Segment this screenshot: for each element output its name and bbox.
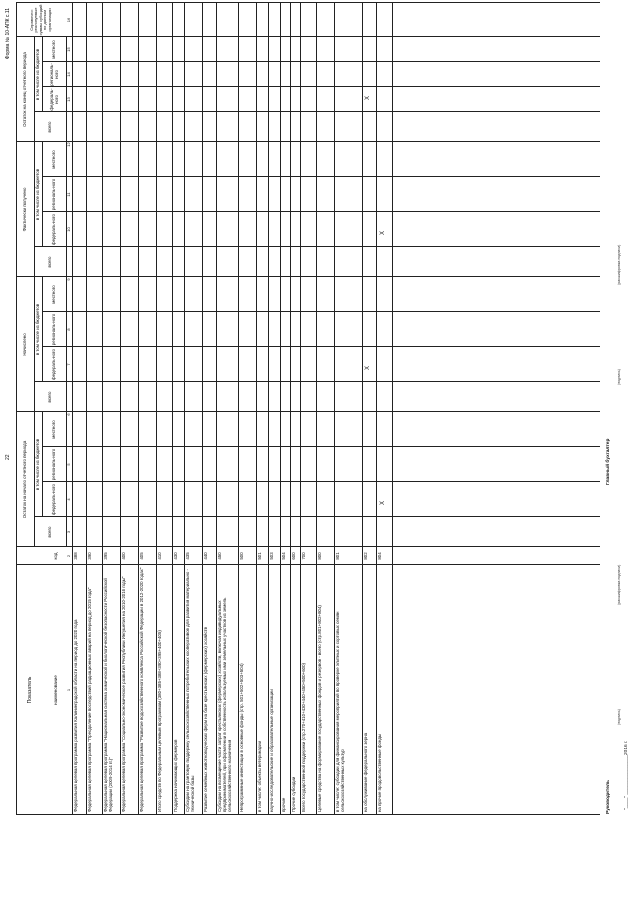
chief-accountant-label: Главный бухгалтер	[606, 438, 611, 485]
row-code: 410	[157, 552, 162, 560]
x-mark: X	[380, 500, 386, 505]
row-code: 801	[335, 552, 340, 560]
incl-budgets-header: в том числе из бюджетов	[35, 168, 41, 221]
row-name: Непрограммные инвестиции в основные фонды (стр. 501+502+503+504)	[239, 663, 244, 812]
row-code: 390	[87, 552, 92, 560]
total-col-header: всего	[47, 256, 53, 268]
local-col-header: местного	[51, 150, 57, 169]
local-col-header: местного	[51, 40, 57, 59]
regional-col-header: региональ-ного	[51, 448, 57, 481]
row-code: 700	[301, 552, 306, 560]
reference-col-header: Справочно: реализуемые суммы субсидий по данным организации	[28, 4, 52, 36]
row-code: 440	[203, 552, 208, 560]
grid-line-v	[16, 2, 600, 3]
row-name: Федеральная целевая программа "Национальная система химической и биологической безопасности Российской Федерации (2009-2014 гг.)"	[103, 578, 114, 812]
row-name: Итого средств по Федеральным целевым программам (380+385+388+390+395+400+405)	[157, 630, 162, 812]
date-year: 2016 г.	[624, 740, 629, 755]
total-col-header: всего	[47, 391, 53, 403]
regional-col-header: региональ-ного	[51, 178, 57, 211]
accountant-name-hint: (расшифровка подписи)	[617, 244, 621, 285]
column-number: 3	[65, 530, 71, 534]
group-accrued: Начислено	[22, 333, 28, 356]
row-name: на прочие продовольственные фонды	[377, 733, 382, 812]
x-mark: X	[365, 95, 371, 100]
row-code: 388	[73, 552, 78, 560]
row-name: Поддержка начинающих фермеров	[173, 739, 178, 812]
federal-col-header: федераль-ного	[51, 349, 57, 380]
row-name: прочие	[281, 797, 286, 812]
row-code: 503	[269, 552, 274, 560]
row-name: научно-исследовательские и образовательные организации	[269, 689, 274, 812]
column-number: 4	[65, 498, 71, 501]
row-name: Федеральная целевая программа "Преодоление последствий радиационных аварий на период до 2015 года"	[87, 587, 92, 812]
name-col-header: наименование	[53, 675, 59, 705]
federal-col-header: федераль-ного	[51, 214, 57, 245]
total-col-header: всего	[47, 526, 53, 538]
grid-line-v	[16, 546, 600, 547]
grid-line-v	[34, 516, 600, 517]
code-col-header: код	[53, 552, 59, 560]
grid-line-v	[42, 176, 600, 177]
column-number: 14	[65, 72, 71, 77]
regional-col-header: региональ-ного	[51, 313, 57, 346]
head-signature-hint: (подпись)	[617, 709, 621, 725]
incl-budgets-header: в том числе из бюджетов	[35, 303, 41, 356]
indicator-header: Показатель	[27, 676, 34, 704]
grid-line-v	[16, 814, 600, 815]
grid-line-v	[16, 411, 600, 412]
row-code: 500	[239, 552, 244, 560]
row-code: 405	[139, 552, 144, 560]
grid-line-v	[42, 86, 600, 87]
page-number: 22	[5, 454, 11, 460]
x-mark: X	[365, 365, 371, 370]
grid-line-v	[42, 346, 600, 347]
row-name: Целевые средства на формирование государственных фондов и резервов - всего (стр.801+802+804)	[317, 605, 322, 812]
column-number: 1	[65, 688, 71, 692]
grid-line-v	[42, 61, 600, 62]
row-name: в том числе: объекты ветеринарии	[257, 740, 262, 812]
row-code: 400	[121, 552, 126, 560]
row-code: 804	[377, 552, 382, 560]
row-code: 504	[281, 552, 286, 560]
row-name: Федеральная целевая программа "Развитие водохозяйственного комплекса Российской Федерации в 2012-2020 годах"	[139, 567, 144, 812]
form-code: Форма № 10-АПК с.11	[5, 8, 11, 60]
grid-line-v	[16, 276, 600, 277]
incl-budgets-header: в том числе из бюджетов	[35, 438, 41, 491]
column-number: 8	[65, 328, 71, 331]
regional-col-header: региональ-ного	[48, 63, 59, 86]
grid-line-v	[34, 381, 600, 382]
group-balance-end: Остаток на конец отчетного периода	[22, 52, 28, 127]
date-quote: "____" _______________	[624, 754, 629, 810]
row-name: Прочие субсидии	[291, 776, 296, 812]
group-received: Фактически получено	[22, 187, 28, 232]
column-number: 16	[65, 17, 71, 23]
row-code: 600	[291, 552, 296, 560]
grid-line-v	[34, 246, 600, 247]
row-code: 802	[363, 552, 368, 560]
row-name: Федеральная целевая программа развития Калининградской области на период до 2020 года	[73, 619, 78, 812]
grid-line-v	[34, 111, 600, 112]
x-mark: X	[380, 230, 386, 235]
column-number: 11	[65, 192, 71, 197]
row-code: 430	[173, 552, 178, 560]
row-name: Развитие семейных животноводческих ферм на базе крестьянских (фермерских) хозяйств	[203, 626, 208, 812]
head-name-hint: (расшифровка подписи)	[617, 564, 621, 605]
grid-line-v	[42, 211, 600, 212]
row-code: 435	[185, 552, 190, 560]
column-number: 9	[65, 278, 71, 281]
row-name: Федеральная целевая программа "Социально-экономическое развития Республики Ингушетия на 2010-2016 годы"	[121, 576, 126, 812]
column-number: 5	[65, 463, 71, 466]
local-col-header: местного	[51, 420, 57, 439]
column-number: 13	[65, 97, 71, 102]
column-number: 7	[65, 363, 71, 366]
federal-col-header: федераль-ного	[51, 484, 57, 515]
column-number: 10	[65, 227, 71, 232]
federal-col-header: федераль-ного	[48, 88, 59, 111]
row-name: в том числе: субсидии для финансирования мероприятий по проверке элитных и сортовых семян сельскохозяйственных культур	[335, 611, 346, 812]
row-code: 450	[217, 552, 222, 560]
column-number: 6	[65, 413, 71, 416]
row-name: Всего государственной поддержки (стр.270+410+430+440+450+500+600)	[301, 663, 306, 812]
row-code: 395	[103, 552, 108, 560]
local-col-header: местного	[51, 285, 57, 304]
column-number: 15	[65, 47, 71, 52]
column-number: 12	[65, 142, 71, 147]
head-label: Руководитель	[606, 780, 611, 814]
row-code: 501	[257, 552, 262, 560]
row-name: Субсидии на грантовую поддержку сельскохозяйственных потребительских кооперативов для развития материально - технической базы	[185, 569, 196, 812]
row-divider	[392, 3, 393, 815]
row-name: на обслуживание федерального зерна	[363, 732, 368, 812]
total-col-header: всего	[47, 121, 53, 133]
accountant-signature-hint: (подпись)	[617, 369, 621, 385]
incl-budgets-header: в том числе из бюджетов	[35, 48, 41, 101]
grid-line-v	[42, 311, 600, 312]
column-number: 2	[65, 554, 71, 558]
row-code: 800	[317, 552, 322, 560]
grid-line-v	[42, 481, 600, 482]
row-name: Субсидии на возмещение части затрат крестьянских (фермерских) хозяйств, включая индивидуальных предпринимателей, при оформлении в собственность используемых ими земельных участков из земель сельскохозяйственного назначения	[217, 597, 233, 812]
grid-line-v	[16, 36, 600, 37]
grid-line-v	[42, 446, 600, 447]
grid-line-v	[16, 141, 600, 142]
group-balance-start: Остаток на начало отчетного периода	[22, 440, 28, 519]
